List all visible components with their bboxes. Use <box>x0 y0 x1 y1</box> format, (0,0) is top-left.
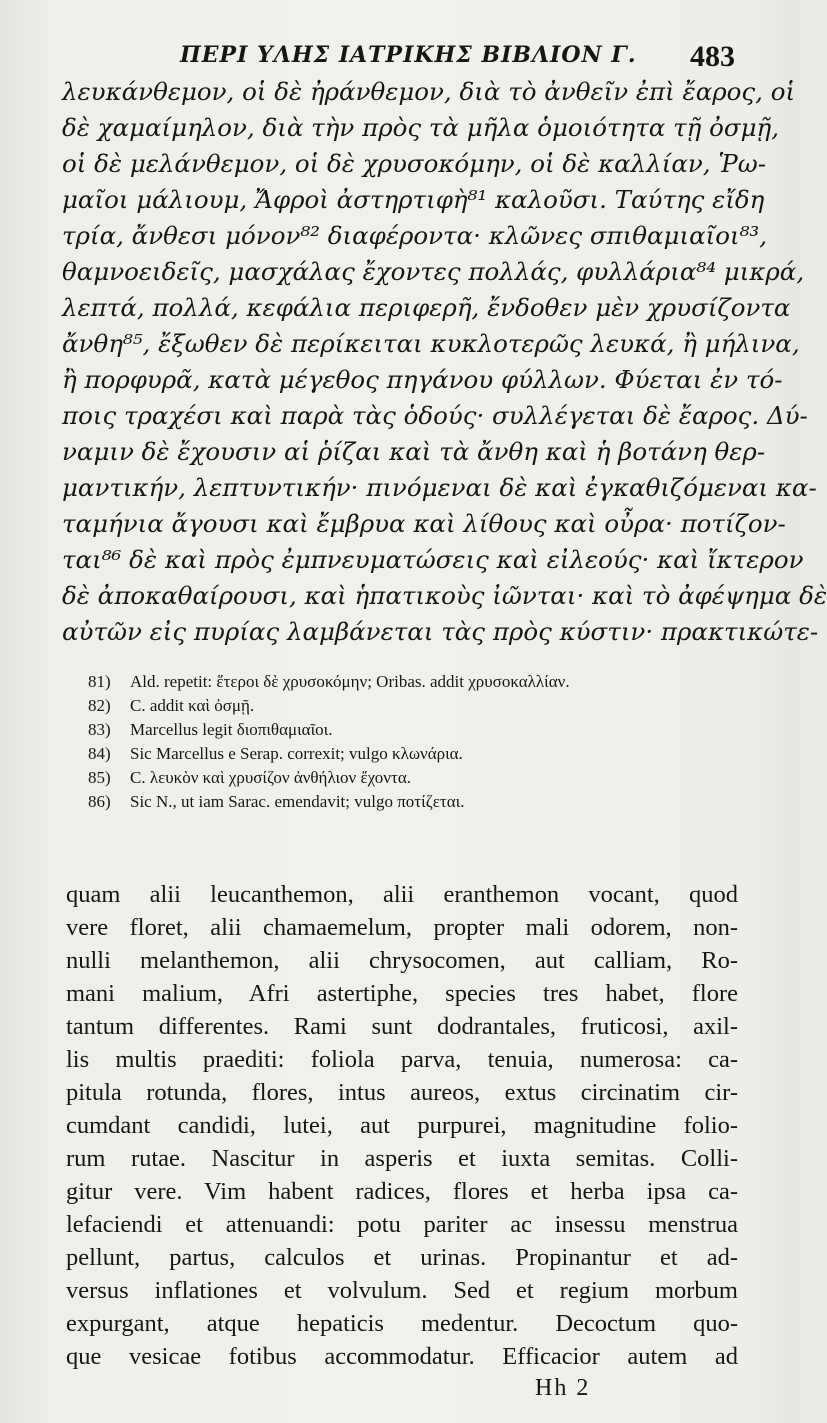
greek-text-line: αὐτῶν εἰς πυρίας λαμβάνεται τὰς πρὸς κύστιν· πρακτικώτε- <box>62 617 819 646</box>
latin-text-line: rum rutae. Nascitur in asperis et iuxta semitas. Colli- <box>66 1145 738 1172</box>
footnote-text: C. addit καὶ ὀσμῇ. <box>130 696 255 715</box>
latin-text-line: gitur vere. Vim habent radices, flores et herba ipsa ca- <box>66 1178 738 1205</box>
footnote-number: 81) <box>88 672 111 691</box>
footnote-text: Sic N., ut iam Sarac. emendavit; vulgo ποτίζεται. <box>130 792 465 811</box>
greek-text-line: μαῖοι μάλιουμ, Ἄφροὶ ἀστηρτιφὴ⁸¹ καλοῦσι. Ταύτης εἴδη <box>62 185 765 214</box>
footnote <box>88 670 748 694</box>
latin-translation-block <box>66 878 738 1373</box>
greek-text-line: ται⁸⁶ δὲ καὶ πρὸς ἐμπνευματώσεις καὶ εἰλεούς· καὶ ἴκτερον <box>62 545 804 574</box>
running-header <box>170 30 740 80</box>
latin-text-line: vere floret, alii chamaemelum, propter mali odorem, non- <box>66 914 738 941</box>
latin-text-line: nulli melanthemon, alii chrysocomen, aut calliam, Ro- <box>66 947 738 974</box>
greek-text-line: ναμιν δὲ ἔχουσιν αἱ ῥίζαι καὶ τὰ ἄνθη καὶ ἡ βοτάνη θερ- <box>62 437 766 466</box>
latin-text-line: versus inflationes et volvulum. Sed et regium morbum <box>66 1277 738 1304</box>
greek-text-line: δὲ χαμαίμηλον, διὰ τὴν πρὸς τὰ μῆλα ὁμοιότητα τῇ ὀσμῇ, <box>62 113 779 142</box>
greek-text-line: λεπτά, πολλά, κεφάλια περιφερῆ, ἔνδοθεν μὲν χρυσίζοντα <box>62 293 791 322</box>
footnote-number: 85) <box>88 768 111 787</box>
footnote-number: 82) <box>88 696 111 715</box>
running-title: ΠΕΡΙ ΥΛΗΣ ΙΑΤΡΙΚΗΣ ΒΙΒΛΙΟΝ Γ. <box>180 42 637 68</box>
footnote-text: Sic Marcellus e Serap. correxit; vulgo κλωνάρια. <box>130 744 463 763</box>
latin-text-line: que vesicae fotibus accommodatur. Efficacior autem ad <box>66 1343 738 1370</box>
footnote-text: Ald. repetit: ἕτεροι δὲ χρυσοκόμην; Oribas. addit χρυσοκαλλίαν. <box>130 672 570 691</box>
latin-text-line: pellunt, partus, calculos et urinas. Propinantur et ad- <box>66 1244 738 1271</box>
greek-text-line: ἢ πορφυρᾶ, κατὰ μέγεθος πηγάνου φύλλων. Φύεται ἐν τό- <box>62 365 783 394</box>
footnote <box>88 766 748 790</box>
footnote-number: 84) <box>88 744 111 763</box>
greek-text-line: τρία, ἄνθεσι μόνον⁸² διαφέροντα· κλῶνες σπιθαμιαῖοι⁸³, <box>62 221 768 250</box>
greek-text-line: λευκάνθεμον, οἱ δὲ ἠράνθεμον, διὰ τὸ ἀνθεῖν ἐπὶ ἔαρος, οἱ <box>62 77 796 106</box>
latin-text-line: pitula rotunda, flores, intus aureos, extus circinatim cir- <box>66 1079 738 1106</box>
signature-mark: Hh 2 <box>535 1375 591 1401</box>
page-number: 483 <box>690 40 735 73</box>
latin-text-line: mani malium, Afri astertiphe, species tres habet, flore <box>66 980 738 1007</box>
latin-text-line: quam alii leucanthemon, alii eranthemon vocant, quod <box>66 881 738 908</box>
footnote <box>88 742 748 766</box>
footnote-number: 86) <box>88 792 111 811</box>
footnote <box>88 790 748 814</box>
footnote-text: Marcellus legit διοπιθαμιαῖοι. <box>130 720 333 739</box>
footnote <box>88 718 748 742</box>
footnote <box>88 694 748 718</box>
latin-text-line: lefaciendi et attenuandi: potu pariter ac insessu menstrua <box>66 1211 738 1238</box>
greek-text-line: ποις τραχέσι καὶ παρὰ τὰς ὁδούς· συλλέγεται δὲ ἔαρος. Δύ- <box>62 401 808 430</box>
greek-text-line: θαμνοειδεῖς, μασχάλας ἔχοντες πολλάς, φυλλάρια⁸⁴ μικρά, <box>62 257 805 286</box>
greek-text-line: ἄνθη⁸⁵, ἔξωθεν δὲ περίκειται κυκλοτερῶς λευκά, ἢ μήλινα, <box>62 329 800 358</box>
latin-text-line: expurgant, atque hepaticis medentur. Decoctum quo- <box>66 1310 738 1337</box>
greek-text-line: μαντικήν, λεπτυντικήν· πινόμεναι δὲ καὶ ἐγκαθιζόμεναι κα- <box>62 473 817 502</box>
greek-text-line: ταμήνια ἄγουσι καὶ ἔμβρυα καὶ λίθους καὶ οὖρα· ποτίζον- <box>62 509 786 538</box>
latin-text-line: lis multis praediti: foliola parva, tenuia, numerosa: ca- <box>66 1046 738 1073</box>
footnote-number: 83) <box>88 720 111 739</box>
footnotes-block <box>88 670 748 814</box>
footnote-text: C. λευκὸν καὶ χρυσίζον ἀνθήλιον ἔχοντα. <box>130 768 411 787</box>
latin-text-line: tantum differentes. Rami sunt dodrantales, fruticosi, axil- <box>66 1013 738 1040</box>
latin-text-line: cumdant candidi, lutei, aut purpurei, magnitudine folio- <box>66 1112 738 1139</box>
greek-text-line: οἱ δὲ μελάνθεμον, οἱ δὲ χρυσοκόμην, οἱ δὲ καλλίαν, Ῥω- <box>62 149 766 178</box>
greek-text-block <box>62 74 827 650</box>
greek-text-line: δὲ ἀποκαθαίρουσι, καὶ ἡπατικοὺς ἰῶνται· καὶ τὸ ἀφέψημα δὲ <box>62 581 827 610</box>
